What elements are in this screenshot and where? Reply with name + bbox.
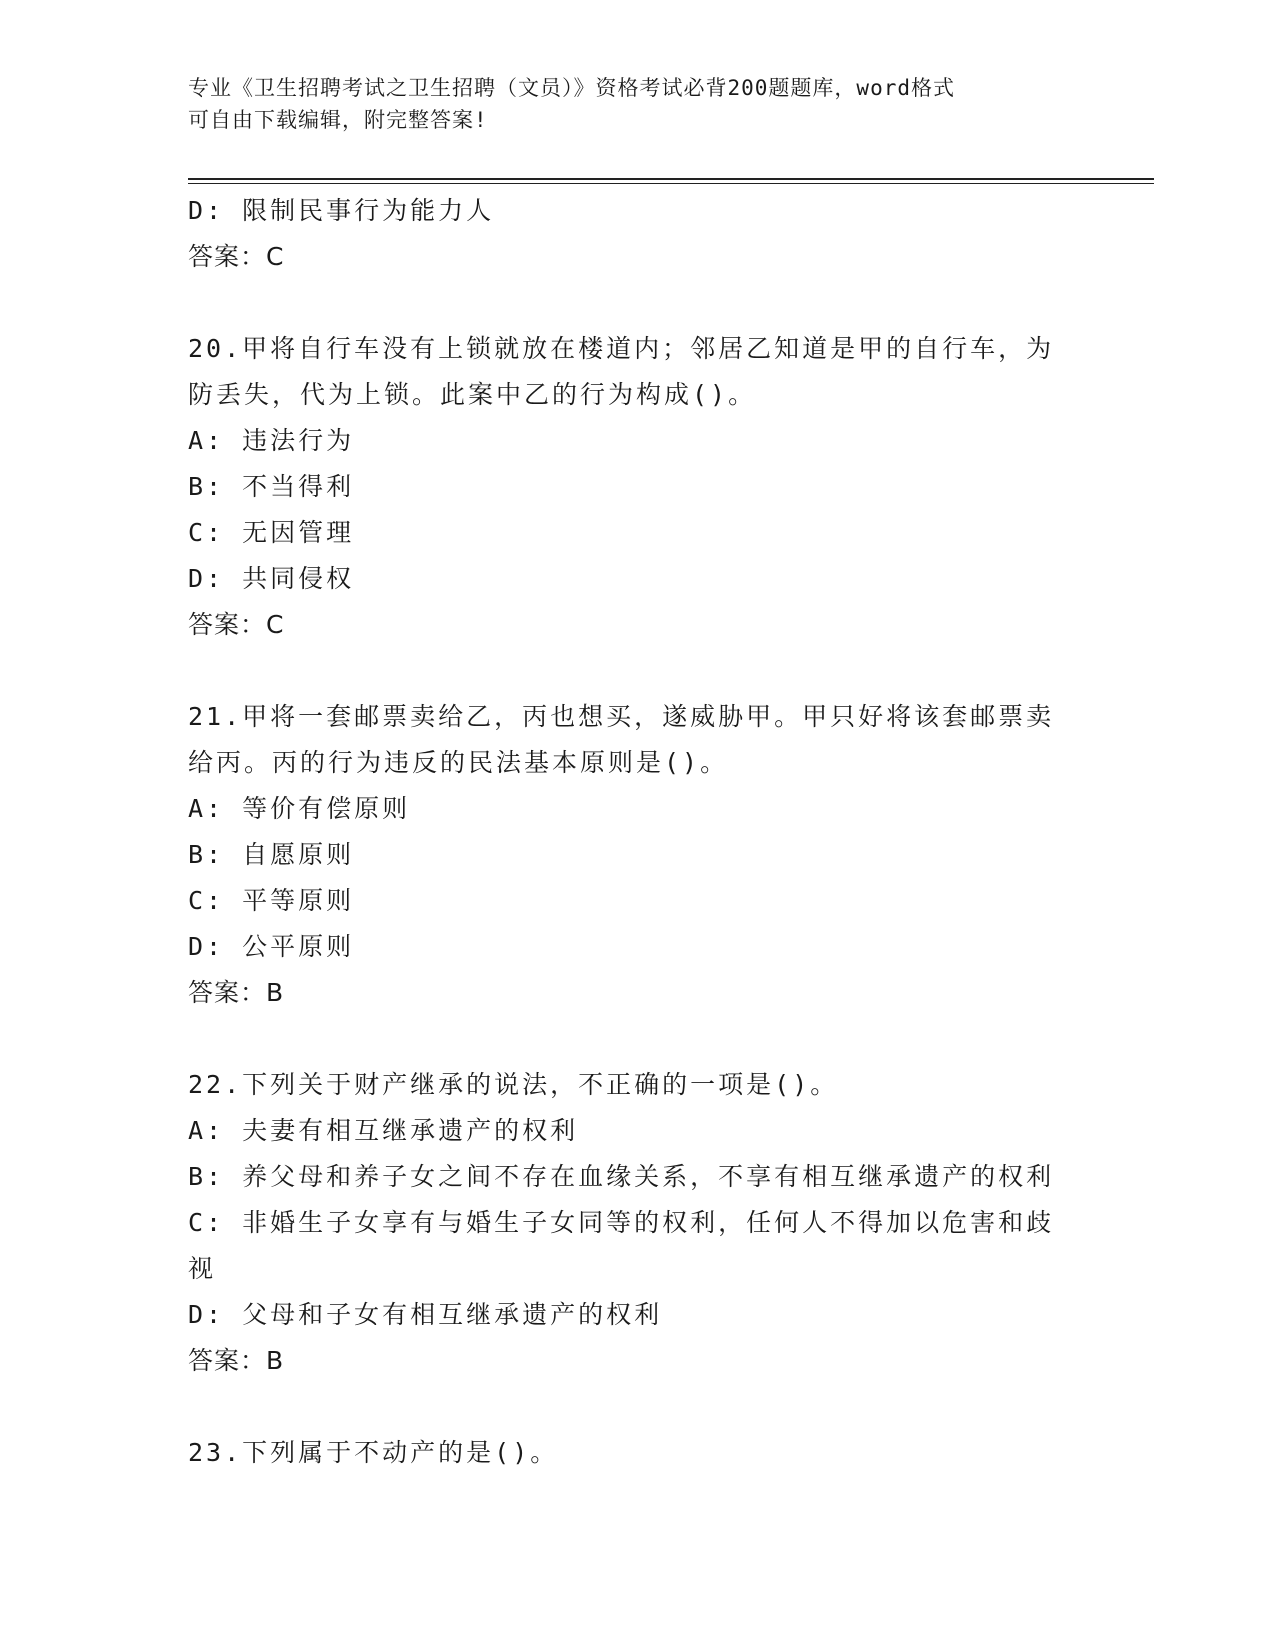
answer-text: 答案：B <box>188 978 285 1007</box>
previous-question-tail <box>188 188 1088 280</box>
header-line-1: 专业《卫生招聘考试之卫生招聘（文员）》资格考试必背200题题库，word格式 <box>188 76 955 100</box>
option-b: B: 自愿原则 <box>188 840 355 869</box>
answer-text: 答案：B <box>188 1346 285 1375</box>
question-stem-line: 22.下列关于财产继承的说法，不正确的一项是()。 <box>188 1070 839 1099</box>
option-a: A: 违法行为 <box>188 426 355 455</box>
question-20 <box>188 326 1088 648</box>
option-c-continued: 视 <box>188 1254 217 1283</box>
option-a: A: 等价有偿原则 <box>188 794 411 823</box>
spacer <box>188 1384 1088 1430</box>
answer-text: 答案：C <box>188 610 285 639</box>
question-stem-line: 23.下列属于不动产的是()。 <box>188 1438 559 1467</box>
spacer <box>188 280 1088 326</box>
question-stem-line: 21.甲将一套邮票卖给乙，丙也想买，遂威胁甲。甲只好将该套邮票卖 <box>188 702 1055 731</box>
question-22 <box>188 1062 1088 1384</box>
option-c: C: 平等原则 <box>188 886 355 915</box>
option-d: D: 共同侵权 <box>188 564 355 593</box>
spacer <box>188 1016 1088 1062</box>
option-c: C: 非婚生子女享有与婚生子女同等的权利，任何人不得加以危害和歧 <box>188 1208 1055 1237</box>
question-stem-line: 防丢失，代为上锁。此案中乙的行为构成()。 <box>188 380 757 409</box>
question-stem-line: 20.甲将自行车没有上锁就放在楼道内；邻居乙知道是甲的自行车，为 <box>188 334 1055 363</box>
option-d: D: 父母和子女有相互继承遗产的权利 <box>188 1300 663 1329</box>
option-d: D: 限制民事行为能力人 <box>188 196 495 225</box>
option-c: C: 无因管理 <box>188 518 355 547</box>
question-23 <box>188 1430 1088 1476</box>
header-divider-thick <box>188 178 1154 180</box>
header-divider-thin <box>188 183 1154 184</box>
document-header <box>188 72 1088 136</box>
option-d: D: 公平原则 <box>188 932 355 961</box>
spacer <box>188 648 1088 694</box>
question-list <box>188 188 1088 1476</box>
question-21 <box>188 694 1088 1016</box>
header-line-2: 可自由下载编辑，附完整答案! <box>188 108 488 132</box>
question-stem-line: 给丙。丙的行为违反的民法基本原则是()。 <box>188 748 729 777</box>
option-b: B: 不当得利 <box>188 472 355 501</box>
answer-text: 答案：C <box>188 242 285 271</box>
option-a: A: 夫妻有相互继承遗产的权利 <box>188 1116 579 1145</box>
option-b: B: 养父母和养子女之间不存在血缘关系，不享有相互继承遗产的权利 <box>188 1162 1055 1191</box>
